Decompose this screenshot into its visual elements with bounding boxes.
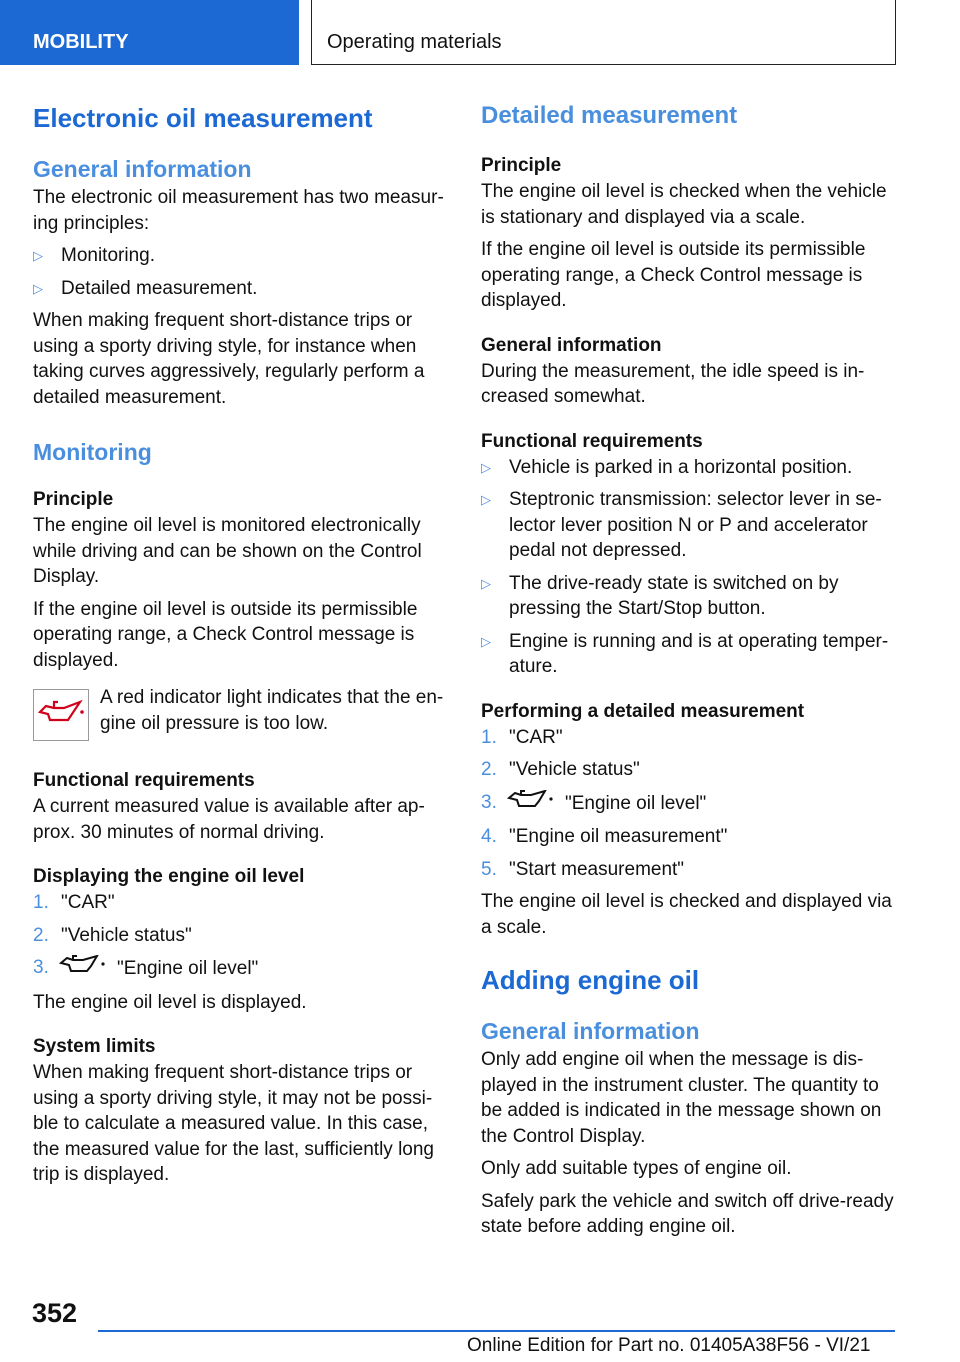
- display-steps: [33, 890, 445, 983]
- measurement-result: The engine oil level is checked and displayed via a scale.: [481, 891, 892, 938]
- system-limits-text: When making frequent short-distance trips or using a sporty driving style, it may not be possi‐ble to calculate a measured value. In this case, the measured value for the last, sufficiently long trip is displayed.: [33, 1062, 434, 1185]
- edition-note: Online Edition for Part no. 01405A38F56 - VI/21: [467, 1335, 871, 1356]
- list-item: 2. "Vehicle status": [33, 924, 192, 946]
- list-item: 2. "Vehicle status": [481, 759, 640, 780]
- general-info-text: During the measurement, the idle speed is in‐creased somewhat.: [481, 360, 865, 407]
- functional-requirements-heading: Functional requirements: [33, 770, 255, 791]
- system-limits-heading: System limits: [33, 1036, 156, 1057]
- principle-text: The engine oil level is monitored electronically while driving and can be shown on the Control Display.: [33, 515, 422, 587]
- warning-text: A red indicator light indicates that the en‐gine oil pressure is too low.: [100, 687, 444, 734]
- principle-heading: Principle: [481, 155, 562, 176]
- general-info-heading: General information: [481, 334, 662, 356]
- bullet-icon: ▷: [481, 459, 491, 475]
- chapter-tab: [311, 0, 896, 65]
- performing-measurement-heading: Performing a detailed measurement: [481, 700, 805, 722]
- functional-requirements-text: A current measured value is available after ap‐prox. 30 minutes of normal driving.: [33, 796, 425, 843]
- page-title: Electronic oil measurement: [33, 103, 373, 133]
- list-item: ▷ The drive-ready state is switched on by pressing the Start/Stop button.: [481, 572, 839, 619]
- monitoring-heading: Monitoring: [33, 439, 152, 465]
- principle-heading: Principle: [33, 489, 114, 510]
- functional-requirements-heading: Functional requirements: [481, 430, 703, 452]
- list-item: ▷ Engine is running and is at operating temper‐ature.: [481, 630, 889, 677]
- adding-oil-text: Only add suitable types of engine oil.: [481, 1158, 792, 1179]
- list-item: ▷ Detailed measurement.: [33, 276, 445, 302]
- list-item: 3. "Engine oil level": [481, 790, 897, 818]
- list-item: 5. "Start measurement": [481, 858, 685, 880]
- measurement-steps: [481, 725, 897, 883]
- list-item: ▷ Steptronic transmission: selector lever in se‐lector lever position N or P and accelerator pedal not depressed.: [481, 489, 882, 561]
- general-info-note: When making frequent short-distance trips or using a sporty driving style, for instance when taking curves aggressively, regularly perform a detailed measurement.: [33, 310, 425, 408]
- oil-can-icon: [507, 790, 559, 818]
- section-label: MOBILITY: [33, 31, 129, 53]
- principle-text: If the engine oil level is outside its permissible operating range, a Check Control message is displayed.: [481, 239, 866, 311]
- right-column: [481, 100, 897, 1247]
- footer-divider: [98, 1330, 895, 1332]
- list-item: ▷ Monitoring.: [33, 243, 445, 269]
- list-item: 4. "Engine oil measurement": [481, 826, 728, 847]
- bullet-icon: ▷: [481, 492, 491, 507]
- bullet-icon: ▷: [481, 633, 491, 649]
- general-info-text: The electronic oil measurement has two measur‐ing principles:: [33, 187, 444, 234]
- principle-text: The engine oil level is checked when the vehicle is stationary and displayed via a scale.: [481, 181, 887, 228]
- list-item: 1. "CAR": [33, 892, 115, 913]
- bullet-icon: ▷: [33, 248, 43, 263]
- adding-oil-text: Safely park the vehicle and switch off drive-ready state before adding engine oil.: [481, 1190, 894, 1237]
- display-result: The engine oil level is displayed.: [33, 991, 307, 1013]
- left-column: [33, 100, 445, 1195]
- warning-notice: [33, 685, 445, 745]
- principles-list: [33, 243, 445, 301]
- adding-oil-heading: Adding engine oil: [481, 965, 700, 995]
- oil-pressure-warning-icon: [33, 689, 89, 741]
- principle-text: If the engine oil level is outside its permissible operating range, a Check Control message is displayed.: [33, 598, 418, 671]
- list-item: 3. "Engine oil level": [33, 955, 445, 983]
- list-item: 1. "CAR": [481, 726, 563, 748]
- displaying-oil-level-heading: Displaying the engine oil level: [33, 866, 305, 887]
- general-info-heading: General information: [33, 156, 252, 182]
- requirements-list: [481, 455, 897, 680]
- bullet-icon: ▷: [481, 575, 491, 591]
- general-info-heading: General information: [481, 1018, 700, 1044]
- chapter-label: Operating materials: [327, 31, 502, 53]
- adding-oil-text: Only add engine oil when the message is dis‐played in the instrument cluster. The quantity to be added is indicated in the message shown on the Control Display.: [481, 1049, 882, 1147]
- section-tab: [0, 0, 299, 65]
- detailed-measurement-heading: Detailed measurement: [481, 102, 738, 129]
- oil-can-icon: [59, 955, 111, 983]
- bullet-icon: ▷: [33, 280, 43, 296]
- list-item: ▷ Vehicle is parked in a horizontal position.: [481, 455, 897, 481]
- page-number: 352: [32, 1298, 78, 1328]
